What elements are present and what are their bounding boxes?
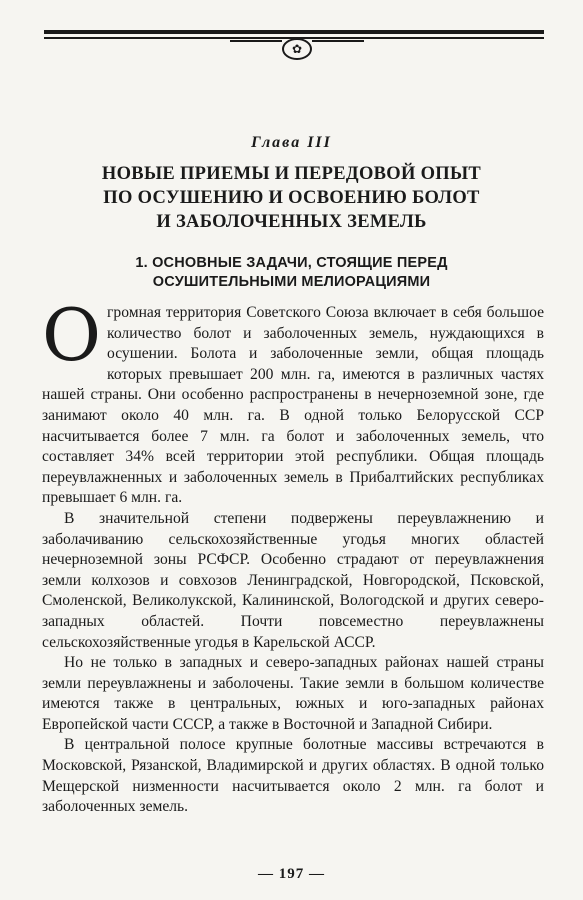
chapter-title [60, 162, 523, 234]
chapter-title-line: НОВЫЕ ПРИЕМЫ И ПЕРЕДОВОЙ ОПЫТ [101, 164, 482, 184]
ornament-flourish-left [230, 40, 282, 45]
section-heading [60, 254, 523, 292]
page-number: — 197 — [258, 866, 325, 882]
paragraph: В центральной полосе крупные болотные массивы встречаются в Московской, Рязанской, Владимирской и других областях. В одной только Мещерской низменности насчитывается около 2 млн. га болот и заболоченных земель. [42, 736, 544, 816]
section-heading-line: 1. ОСНОВНЫЕ ЗАДАЧИ, СТОЯЩИЕ ПЕРЕД [135, 255, 448, 271]
header-ornament [44, 28, 544, 62]
body-text [42, 293, 544, 818]
paragraph-text: громная территория Советского Союза включает в себя большое количество болот и заболоченных земель, нуждающихся в осушении. Болота и заболоченные земли, общая площадь которых превышает 200 млн. га, имеются в различных частях нашей страны. Они особенно распространены в нечерноземной зоне, где занимают около 40 млн. га. В одной только Белорусской ССР насчитывается более 7 млн. га болот и заболоченных земель, что составляет 34% всей территории этой республики. Общая площадь переувлажненных и заболоченных земель в Прибалтийских республиках превышает 6 млн. га. [42, 304, 544, 507]
paragraph: В значительной степени подвержены переувлажнению и заболачиванию сельскохозяйственные угодья многих областей нечерноземной зоны РСФСР. Особенно страдают от переувлажнения земли колхозов и совхозов Ленинградской, Новгородской, Псковской, Смоленской, Великолукской, Калининской, Вологодской и других северо-западных областей. Почти повсеместно переувлажнены сельскохозяйственные угодья в Карельской АССР. [42, 509, 544, 651]
ornament-rule-thick [44, 30, 544, 34]
paragraph: Но не только в западных и северо-западных районах нашей страны земли переувлажнены и заболочены. Такие земли в большом количестве имеются также в центральных, южных и юго-западных районах Европейской части СССР, а также в Восточной и Западной Сибири. [42, 654, 544, 733]
flower-medallion-icon: ✿ [282, 38, 312, 60]
paragraph [42, 293, 544, 509]
section-heading-line: ОСУШИТЕЛЬНЫМИ МЕЛИОРАЦИЯМИ [152, 274, 431, 290]
chapter-title-line: И ЗАБОЛОЧЕННЫХ ЗЕМЕЛЬ [156, 212, 427, 232]
chapter-label: Глава III [251, 134, 332, 151]
chapter-title-line: ПО ОСУШЕНИЮ И ОСВОЕНИЮ БОЛОТ [103, 188, 480, 208]
drop-cap: О [42, 293, 102, 377]
ornament-flourish-right [312, 40, 364, 45]
